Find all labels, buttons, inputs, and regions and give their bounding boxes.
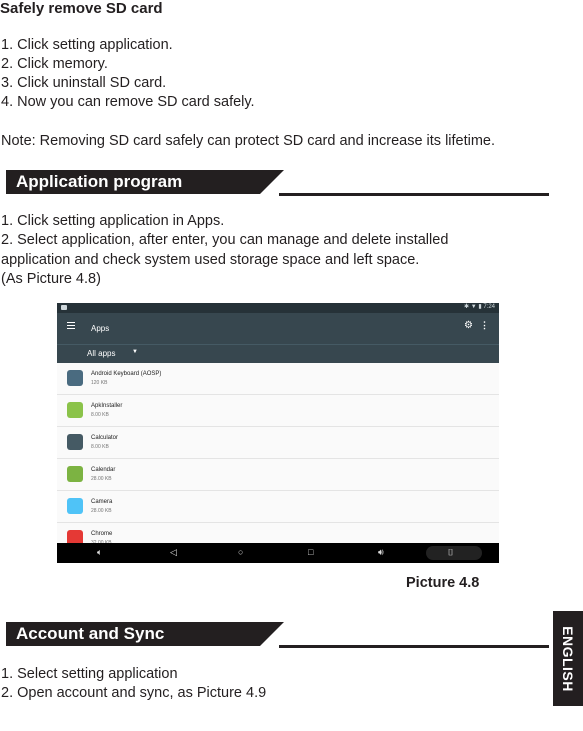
status-icons: ✱ ▼ ▮ 7:24 [464,304,495,310]
app-list-item[interactable] [57,395,499,427]
account-line-1: 1. Select setting application [1,666,178,682]
notification-icon [61,305,67,310]
status-bar [57,303,499,313]
app-icon [67,402,83,418]
app-size: 28.00 KB [91,508,112,514]
hamburger-menu-icon[interactable] [67,322,75,329]
app-name: Android Keyboard (AOSP) [91,371,162,377]
app-bar-title: Apps [91,324,110,333]
app-list-item[interactable] [57,459,499,491]
status-time: 7:24 [483,304,495,310]
sd-note: Note: Removing SD card safely can protect SD card and increase its lifetime. [1,133,496,149]
app-list-item[interactable] [57,491,499,523]
screenshot-button[interactable] [426,546,482,560]
app-line-1: 1. Click setting application in Apps. [1,213,225,229]
app-list-item[interactable] [57,427,499,459]
picture-caption: Picture 4.8 [406,575,480,591]
app-size: 8.00 KB [91,412,109,418]
app-icon [67,434,83,450]
app-name: Camera [91,499,113,505]
filter-label: All apps [87,349,116,358]
section-rule [279,645,549,648]
language-tab-label: ENGLISH [560,625,576,692]
section-bar-application [0,170,549,198]
app-size: 8.00 KB [91,444,109,450]
filter-dropdown[interactable] [57,344,499,363]
section-bar-account [0,622,549,650]
sd-step-2: 2. Click memory. [1,56,108,72]
gear-icon[interactable]: ⚙ [464,320,473,331]
section-title-application: Application program [16,172,183,191]
app-size: 120 KB [91,380,108,386]
app-bar [57,313,499,344]
caret-down-icon: ▼ [132,349,138,355]
section-title-account: Account and Sync [16,624,165,643]
account-line-2: 2. Open account and sync, as Picture 4.9 [1,685,267,701]
app-line-4: (As Picture 4.8) [1,271,101,287]
camera-icon: ⌷ [448,547,454,557]
app-list [57,363,499,555]
app-icon [67,498,83,514]
sd-step-1: 1. Click setting application. [1,37,173,53]
app-line-3: application and check system used storage space and left space. [1,252,420,268]
volume-down-icon[interactable]: 🔈︎ [97,547,103,557]
apps-screenshot [57,303,499,563]
home-icon[interactable]: ○ [238,547,244,557]
recents-icon[interactable]: □ [308,547,314,557]
language-tab [553,611,583,706]
app-name: Chrome [91,531,113,537]
app-name: ApkInstaller [91,403,123,409]
app-list-item[interactable] [57,363,499,395]
navigation-bar [57,543,499,563]
sd-step-3: 3. Click uninstall SD card. [1,75,167,91]
back-icon[interactable]: ◁ [170,547,177,557]
app-icon [67,466,83,482]
app-size: 28.00 KB [91,476,112,482]
sd-step-4: 4. Now you can remove SD card safely. [1,94,255,110]
more-options-icon[interactable]: ⋮ [480,320,489,330]
section-rule [279,193,549,196]
app-line-2: 2. Select application, after enter, you can manage and delete installed [1,232,449,248]
volume-up-icon[interactable]: 🔊︎ [378,547,384,557]
app-icon [67,370,83,386]
app-name: Calculator [91,435,119,441]
sd-heading: Safely remove SD card [0,0,163,17]
app-name: Calendar [91,467,116,473]
